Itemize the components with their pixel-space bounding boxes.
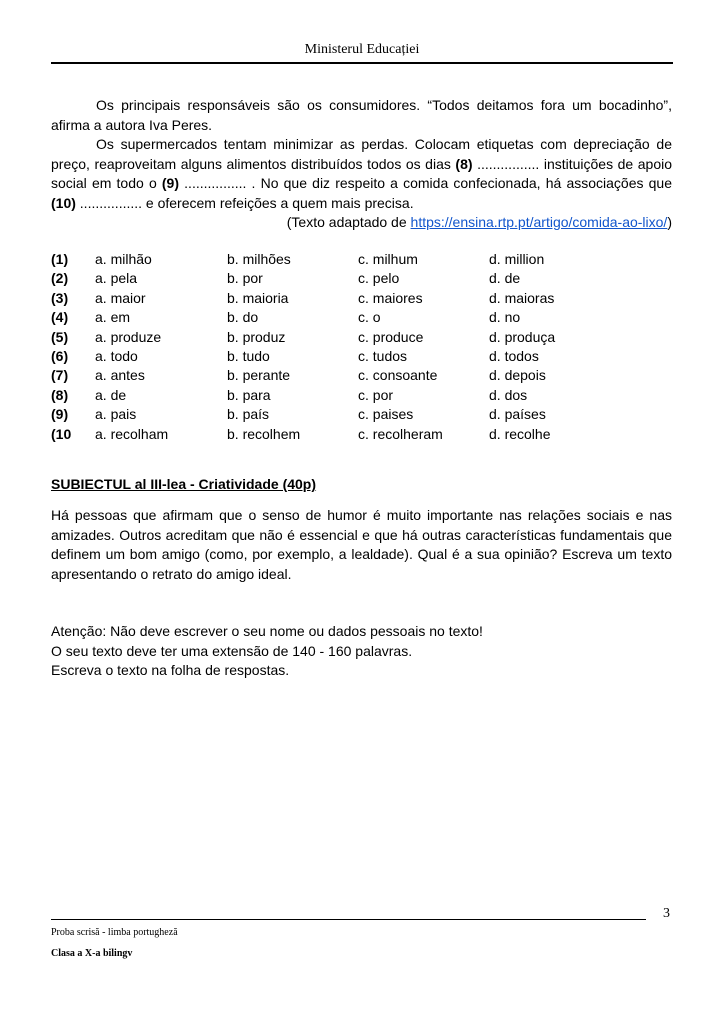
- option-d: d. dos: [489, 386, 528, 403]
- option-c: c. por: [358, 386, 394, 403]
- option-a: a. em: [95, 309, 131, 326]
- section-title: SUBIECTUL al III-lea - Criatividade (40p): [51, 476, 317, 492]
- header-title: Ministerul Educației: [304, 42, 420, 57]
- option-b: b. perante: [227, 367, 291, 384]
- option-b: b. produz: [227, 328, 286, 345]
- option-b: b. do: [227, 309, 259, 326]
- option-a: a. todo: [95, 347, 138, 364]
- question-number: (2): [51, 270, 69, 287]
- blank-number-8: (8): [455, 155, 473, 172]
- question-number: (7): [51, 367, 69, 384]
- option-d: d. produça: [489, 328, 556, 345]
- option-row: [51, 289, 672, 308]
- option-d: d. million: [489, 251, 545, 267]
- source-suffix: ): [667, 214, 672, 230]
- question-number: (1): [51, 251, 69, 267]
- option-c: c. produce: [358, 328, 424, 345]
- option-d: d. países: [489, 406, 546, 423]
- question-number: (3): [51, 289, 69, 306]
- option-b: b. maioria: [227, 289, 289, 306]
- source-prefix: (Texto adaptado de: [286, 214, 411, 230]
- option-d: d. recolhe: [489, 425, 551, 442]
- option-row: [51, 328, 672, 347]
- question-number: (9): [51, 406, 69, 423]
- passage-paragraph-1: Os principais responsáveis são os consumidores. “Todos deitamos fora um bocadinho”, afirma a autora Iva Peres.: [51, 97, 672, 133]
- option-c: c. o: [358, 309, 381, 326]
- option-c: c. recolheram: [358, 425, 443, 442]
- header-divider: [51, 62, 673, 64]
- option-c: c. paises: [358, 406, 414, 423]
- passage-text: ................ e oferecem refeições a quem mais precisa.: [75, 194, 414, 211]
- option-b: b. por: [227, 270, 263, 287]
- source-link[interactable]: https://ensina.rtp.pt/artigo/comida-ao-lixo/: [410, 214, 668, 230]
- option-a: a. pais: [95, 406, 137, 423]
- option-row: [51, 269, 672, 288]
- option-row: [51, 308, 672, 327]
- question-number: (6): [51, 347, 69, 364]
- option-a: a. de: [95, 386, 127, 403]
- question-number: (8): [51, 386, 69, 403]
- option-b: b. milhões: [227, 251, 291, 267]
- option-c: c. milhum: [358, 251, 418, 267]
- option-a: a. milhão: [95, 251, 152, 267]
- passage-text: ................ . No que diz respeito a comida confecionada, há associações que: [179, 175, 672, 191]
- option-row: [51, 347, 672, 366]
- passage-paragraph-2: [51, 135, 672, 213]
- blank-number-10: (10): [51, 194, 76, 211]
- option-b: b. para: [227, 386, 271, 403]
- option-d: d. no: [489, 309, 521, 326]
- option-row: [51, 386, 672, 405]
- option-d: d. maioras: [489, 289, 555, 306]
- footer-exam-name: Proba scrisă - limba portugheză: [51, 927, 178, 938]
- option-c: c. pelo: [358, 270, 400, 287]
- source-citation: [51, 213, 672, 233]
- option-d: d. todos: [489, 347, 539, 364]
- blank-number-9: (9): [161, 175, 180, 191]
- passage-text: Os supermercados tentam minimizar as perdas. Colocam etiquetas com depreciação de preço, reaproveitam alguns alimentos distribuídos todos os dias: [51, 136, 672, 172]
- option-b: b. recolhem: [227, 425, 301, 442]
- option-row: [51, 250, 672, 269]
- question-number: (10: [51, 425, 72, 442]
- instructions: [51, 622, 672, 681]
- option-d: d. depois: [489, 367, 546, 384]
- option-c: c. maiores: [358, 289, 423, 306]
- option-d: d. de: [489, 270, 521, 287]
- option-row: [51, 366, 672, 385]
- passage-text: ................ instituições de apoio social em todo o: [51, 155, 672, 191]
- writing-prompt: [51, 506, 672, 584]
- question-number: (4): [51, 309, 69, 326]
- instruction-note-1: Atenção: Não deve escrever o seu nome ou dados pessoais no texto!: [51, 623, 483, 639]
- option-a: a. recolham: [95, 425, 169, 442]
- option-a: a. produze: [95, 328, 162, 345]
- instruction-note-3: Escreva o texto na folha de respostas.: [51, 662, 290, 678]
- option-b: b. país: [227, 406, 270, 423]
- option-a: a. antes: [95, 367, 145, 384]
- question-number: (5): [51, 328, 69, 345]
- option-b: b. tudo: [227, 347, 270, 364]
- option-a: a. maior: [95, 289, 146, 306]
- footer-divider: [51, 919, 646, 920]
- option-row: [51, 425, 672, 444]
- page-number: 3: [663, 906, 670, 921]
- option-c: c. tudos: [358, 347, 408, 364]
- answer-options-table: [51, 250, 672, 444]
- footer-class: Clasa a X-a bilingv: [51, 948, 133, 959]
- option-c: c. consoante: [358, 367, 438, 384]
- instruction-note-2: O seu texto deve ter uma extensão de 140 - 160 palavras.: [51, 642, 413, 659]
- option-a: a. pela: [95, 270, 138, 287]
- option-row: [51, 405, 672, 424]
- prompt-paragraph: Há pessoas que afirmam que o senso de humor é muito importante nas relações sociais e nas amizades. Outros acreditam que não é essencial e que há outras características fundamentais que definem um bom amigo (como, por exemplo, a lealdade). Qual é a sua opinião? Escreva um texto apresentando o retrato do amigo ideal.: [51, 507, 672, 582]
- reading-passage: [51, 96, 672, 233]
